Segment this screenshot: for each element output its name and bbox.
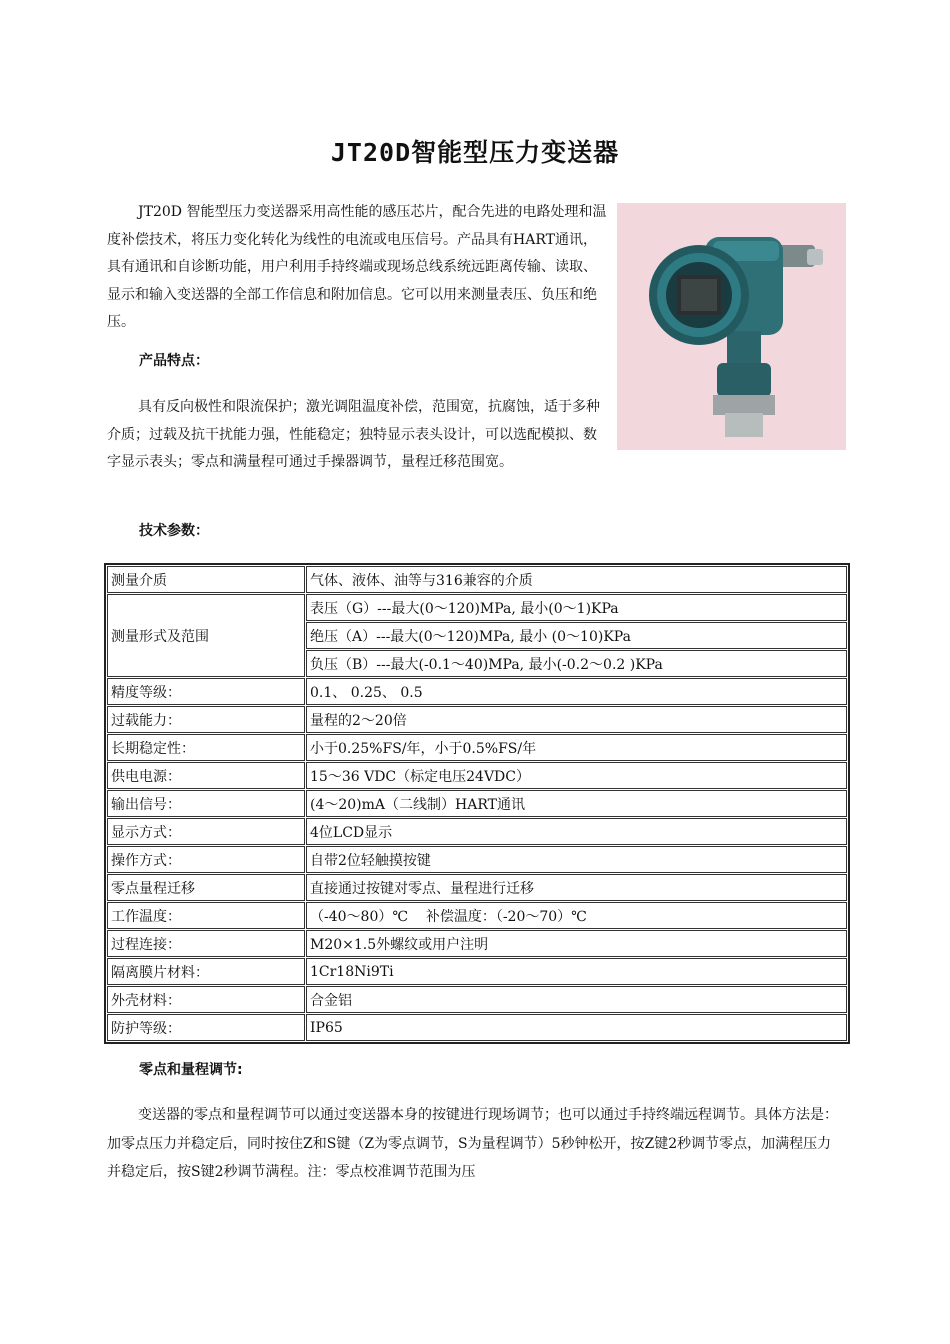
table-row [107, 566, 847, 593]
spec-value: （-40～80）℃ 补偿温度：（-20～70）℃ [306, 902, 847, 929]
table-row [107, 706, 847, 733]
spec-label: 防护等级： [107, 1014, 305, 1041]
spec-label: 长期稳定性： [107, 734, 305, 761]
table-row [107, 790, 847, 817]
table-row [107, 594, 847, 621]
table-row [107, 986, 847, 1013]
spec-value: 气体、液体、油等与316兼容的介质 [306, 566, 847, 593]
spec-value: (4～20)mA（二线制）HART通讯 [306, 790, 847, 817]
pressure-transmitter-image [617, 203, 846, 450]
spec-label: 显示方式： [107, 818, 305, 845]
spec-value: 自带2位轻触摸按键 [306, 846, 847, 873]
spec-value: 15～36 VDC（标定电压24VDC） [306, 762, 847, 789]
table-row [107, 818, 847, 845]
spec-value: 量程的2～20倍 [306, 706, 847, 733]
features-paragraph: 具有反向极性和限流保护；激光调阻温度补偿，范围宽，抗腐蚀，适于多种介质；过载及抗干扰能力强，性能稳定；独特显示表头设计，可以选配模拟、数字显示表头；零点和满量程可通过手操器调节，量程迁移范围宽。 [107, 399, 600, 470]
intro-paragraph: JT20D 智能型压力变送器采用高性能的感压芯片，配合先进的电路处理和温度补偿技术，将压力变化转化为线性的电流或电压信号。产品具有HART通讯，具有通讯和自诊断功能，用户利用手持终端或现场总线系统远距离传输、读取、显示和输入变送器的全部工作信息和附加信息。它可以用来测量表压、负压和绝压。 [107, 204, 607, 330]
spec-label: 工作温度： [107, 902, 305, 929]
table-row [107, 958, 847, 985]
table-row [107, 734, 847, 761]
spec-label: 输出信号： [107, 790, 305, 817]
spec-label: 操作方式： [107, 846, 305, 873]
spec-label: 测量形式及范围 [107, 594, 305, 677]
table-row [107, 874, 847, 901]
spec-value: IP65 [306, 1014, 847, 1041]
spec-value: 绝压（A）---最大(0～120)MPa, 最小 (0～10)KPa [306, 622, 847, 649]
zero-span-heading: 零点和量程调节: [139, 1062, 243, 1078]
table-row [107, 902, 847, 929]
page-title: JT20D智能型压力变送器 [330, 138, 620, 167]
table-row [107, 930, 847, 957]
specs-table [104, 563, 850, 1044]
spec-value: M20×1.5外螺纹或用户注明 [306, 930, 847, 957]
spec-value: 4位LCD显示 [306, 818, 847, 845]
spec-value: 负压（B）---最大(-0.1～40)MPa, 最小(-0.2～0.2 )KPa [306, 650, 847, 677]
table-row [107, 678, 847, 705]
spec-value: 合金铝 [306, 986, 847, 1013]
spec-value: 1Cr18Ni9Ti [306, 958, 847, 985]
spec-value: 表压（G）---最大(0～120)MPa, 最小(0～1)KPa [306, 594, 847, 621]
specs-heading: 技术参数： [139, 523, 209, 539]
table-row [107, 1014, 847, 1041]
spec-value: 0.1、 0.25、 0.5 [306, 678, 847, 705]
features-heading: 产品特点： [139, 353, 209, 369]
spec-label: 过载能力： [107, 706, 305, 733]
spec-label: 测量介质 [107, 566, 305, 593]
spec-label: 供电电源： [107, 762, 305, 789]
spec-label: 隔离膜片材料： [107, 958, 305, 985]
spec-label: 精度等级： [107, 678, 305, 705]
spec-label: 零点量程迁移 [107, 874, 305, 901]
spec-label: 外壳材料： [107, 986, 305, 1013]
zero-span-paragraph: 变送器的零点和量程调节可以通过变送器本身的按键进行现场调节；也可以通过手持终端远程调节。具体方法是：加零点压力并稳定后，同时按住Z和S键（Z为零点调节，S为量程调节）5秒钟松开，按Z键2秒调节零点，加满程压力并稳定后，按S键2秒调节满程。注：零点校准调节范围为压 [107, 1107, 838, 1180]
table-row [107, 762, 847, 789]
spec-value: 小于0.25%FS/年，小于0.5%FS/年 [306, 734, 847, 761]
table-row [107, 846, 847, 873]
spec-label: 过程连接： [107, 930, 305, 957]
product-photo [617, 203, 846, 450]
spec-value: 直接通过按键对零点、量程进行迁移 [306, 874, 847, 901]
